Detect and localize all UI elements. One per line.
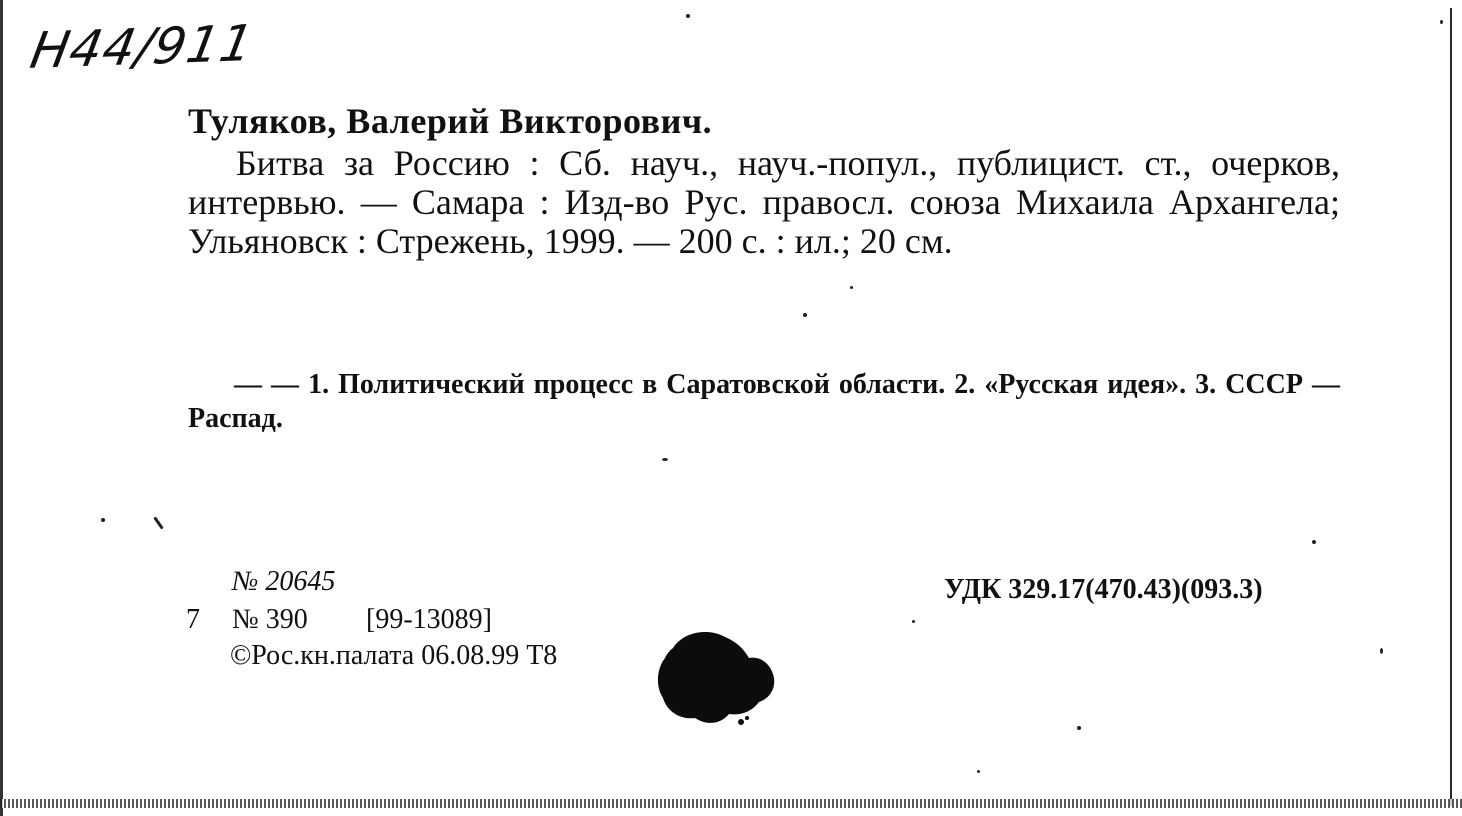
card-number: № 20645 [232,566,336,597]
registration-number: № 390 [232,604,308,635]
bibliographic-description: Битва за Россию : Сб. науч., науч.-попул., публицист. ст., очерков, интервью. — Самара : Изд-во Рус. правосл. союза Михаила Архангела; Ульяновск : Стрежень, 1999. — 200 с. : ил.; 20 см. [188,143,1340,261]
specks [686,14,690,18]
author-heading: Туляков, Валерий Викторович. [188,101,713,141]
card-right-edge [1450,8,1452,806]
card-left-edge [0,0,3,816]
ink-blot-icon [655,628,777,726]
subject-headings: — — 1. Политический процесс в Саратовской области. 2. «Русская идея». 3. СССР — Распад. [188,369,1340,434]
udk-code: УДК 329.17(470.43)(093.3) [944,574,1263,605]
record-id: [99-13089] [366,604,492,635]
copy-count: 7 [186,604,200,635]
card-bottom-edge [0,799,1462,808]
copyright-line: ©Рос.кн.палата 06.08.99 Т8 [230,640,558,671]
handwritten-shelfmark: Н44/911 [26,14,259,80]
